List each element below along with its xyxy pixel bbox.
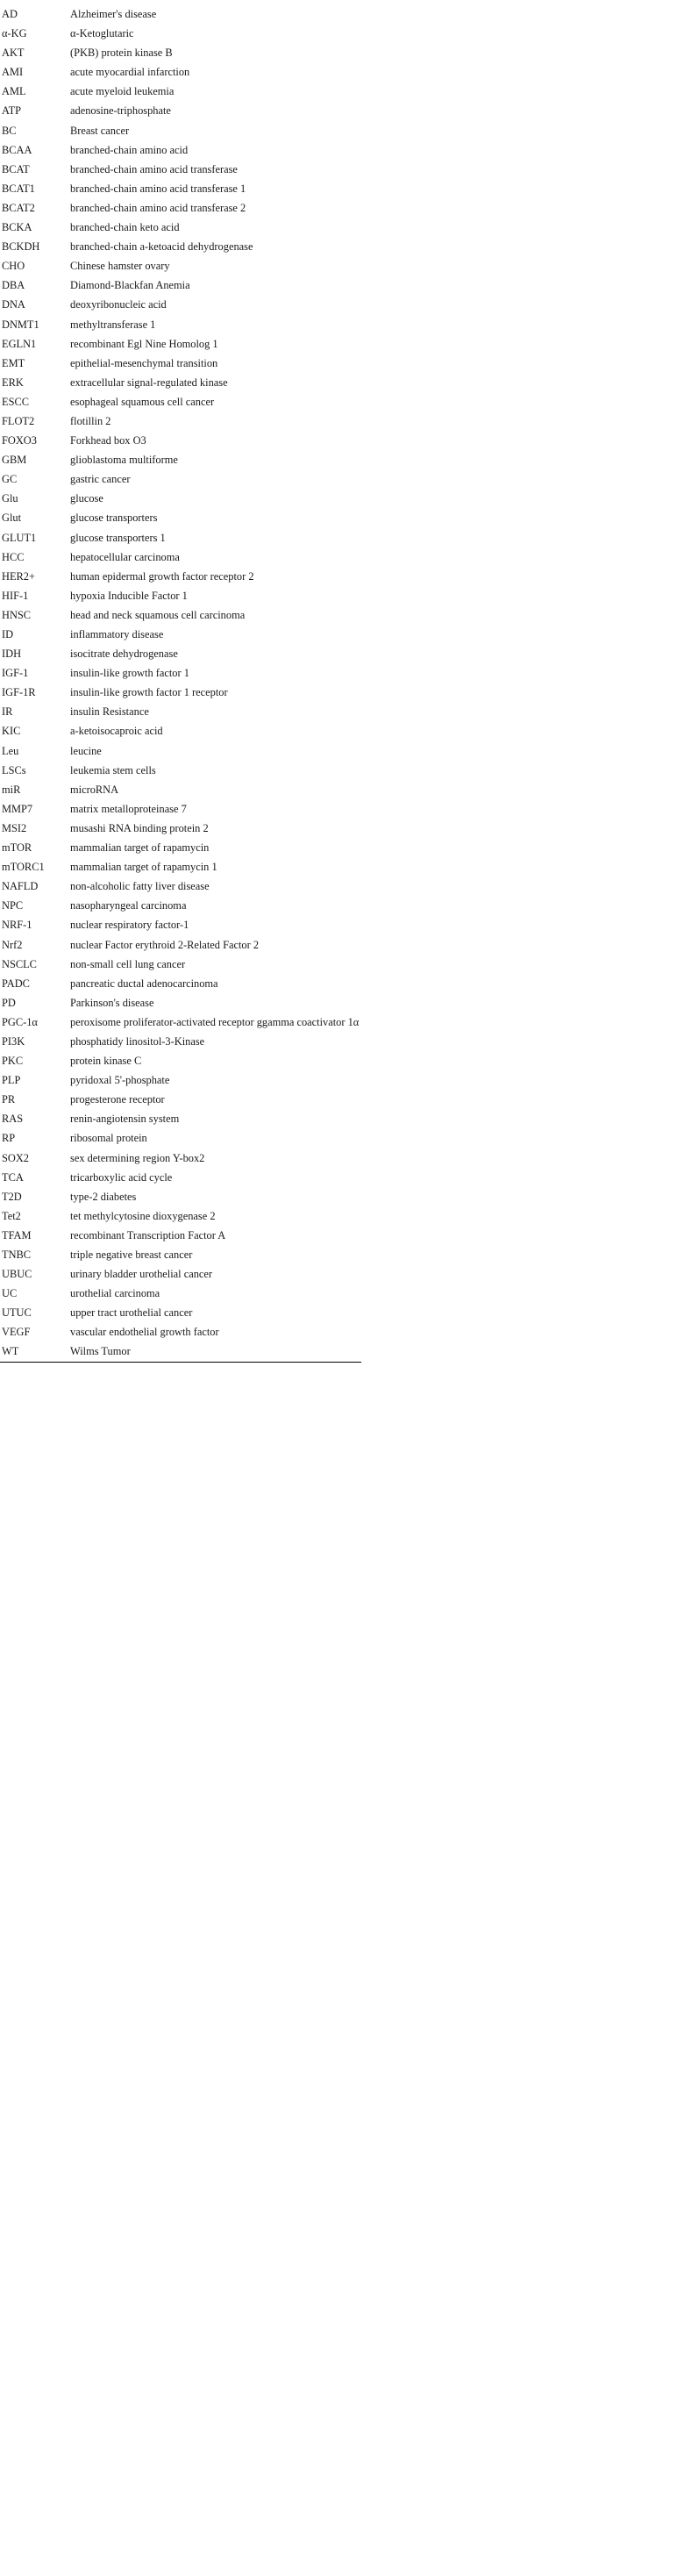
definition-cell: nasopharyngeal carcinoma bbox=[70, 899, 187, 912]
table-row bbox=[0, 315, 361, 334]
definition-cell: sex determining region Y-box2 bbox=[70, 1151, 205, 1164]
definition-cell: extracellular signal-regulated kinase bbox=[70, 376, 228, 389]
table-row bbox=[0, 915, 361, 934]
definition-cell: peroxisome proliferator-activated receptor ggamma coactivator 1α bbox=[70, 1015, 360, 1028]
abbreviation-cell: PD bbox=[2, 996, 16, 1009]
definition-cell: triple negative breast cancer bbox=[70, 1249, 193, 1261]
abbreviation-cell: AKT bbox=[2, 47, 25, 60]
abbreviation-cell: GLUT1 bbox=[2, 531, 37, 544]
table-row bbox=[0, 1342, 361, 1362]
table-row bbox=[0, 354, 361, 373]
abbreviation-cell: NRF-1 bbox=[2, 919, 32, 932]
table-row bbox=[0, 1168, 361, 1187]
abbreviation-cell: AD bbox=[2, 8, 18, 20]
abbreviation-cell: GBM bbox=[2, 454, 27, 467]
definition-cell: glioblastoma multiforme bbox=[70, 454, 178, 467]
abbreviation-cell: IDH bbox=[2, 648, 22, 661]
table-row bbox=[0, 993, 361, 1013]
abbreviation-cell: mTORC1 bbox=[2, 861, 45, 874]
abbreviation-cell: ESCC bbox=[2, 395, 29, 408]
definition-cell: vascular endothelial growth factor bbox=[70, 1326, 219, 1339]
abbreviations-table bbox=[0, 4, 361, 1363]
table-row bbox=[0, 567, 361, 586]
abbreviation-cell: Tet2 bbox=[2, 1209, 21, 1222]
abbreviation-cell: α-KG bbox=[2, 27, 27, 40]
table-row bbox=[0, 955, 361, 974]
table-row bbox=[0, 896, 361, 915]
abbreviation-cell: BCAT2 bbox=[2, 201, 35, 214]
definition-cell: adenosine-triphosphate bbox=[70, 104, 171, 118]
table-row bbox=[0, 857, 361, 877]
abbreviation-cell: SOX2 bbox=[2, 1151, 29, 1164]
abbreviation-cell: MSI2 bbox=[2, 821, 27, 834]
table-row bbox=[0, 741, 361, 761]
abbreviation-cell: BCAA bbox=[2, 143, 32, 156]
abbreviation-cell: IGF-1R bbox=[2, 686, 36, 699]
table-row bbox=[0, 974, 361, 993]
definition-cell: α-Ketoglutaric bbox=[70, 27, 134, 40]
table-row bbox=[0, 411, 361, 431]
abbreviation-cell: TFAM bbox=[2, 1228, 32, 1241]
table-row bbox=[0, 528, 361, 547]
table-row bbox=[0, 935, 361, 955]
abbreviation-cell: RAS bbox=[2, 1113, 24, 1126]
abbreviation-cell: CHO bbox=[2, 260, 25, 273]
table-row bbox=[0, 121, 361, 140]
definition-cell: methyltransferase 1 bbox=[70, 318, 156, 331]
definition-cell: Diamond-Blackfan Anemia bbox=[70, 279, 190, 292]
definition-cell: Wilms Tumor bbox=[70, 1342, 361, 1362]
table-row bbox=[0, 702, 361, 721]
definition-cell: flotillin 2 bbox=[70, 414, 111, 427]
definition-cell: branched-chain amino acid transferase 2 bbox=[70, 201, 246, 214]
definition-cell: mammalian target of rapamycin 1 bbox=[70, 861, 217, 874]
table-row bbox=[0, 663, 361, 683]
definition-cell: isocitrate dehydrogenase bbox=[70, 648, 178, 661]
abbreviation-cell: PADC bbox=[2, 977, 30, 990]
abbreviation-cell: Glut bbox=[2, 512, 22, 525]
table-row bbox=[0, 1013, 361, 1032]
table-row bbox=[0, 721, 361, 741]
abbreviation-cell: HNSC bbox=[2, 608, 32, 621]
abbreviation-cell: HIF-1 bbox=[2, 589, 29, 602]
table-row bbox=[0, 450, 361, 469]
abbreviation-cell: IR bbox=[2, 705, 13, 719]
table-row bbox=[0, 683, 361, 702]
table-row bbox=[0, 586, 361, 605]
definition-cell: type-2 diabetes bbox=[70, 1190, 137, 1203]
definition-cell: progesterone receptor bbox=[70, 1093, 165, 1106]
definition-cell: leucine bbox=[70, 744, 102, 757]
abbreviation-cell: IGF-1 bbox=[2, 667, 29, 680]
table-row bbox=[0, 1226, 361, 1245]
definition-cell: tet methylcytosine dioxygenase 2 bbox=[70, 1209, 216, 1222]
table-row bbox=[0, 547, 361, 567]
abbreviation-cell: EGLN1 bbox=[2, 337, 37, 350]
table-row bbox=[0, 275, 361, 295]
definition-cell: branched-chain keto acid bbox=[70, 221, 180, 234]
abbreviation-cell: RP bbox=[2, 1132, 16, 1145]
table-row bbox=[0, 1070, 361, 1090]
abbreviation-cell: BCKDH bbox=[2, 240, 40, 254]
definition-cell: (PKB) protein kinase B bbox=[70, 47, 173, 60]
definition-cell: protein kinase C bbox=[70, 1055, 142, 1068]
abbreviation-cell: AMI bbox=[2, 66, 24, 79]
abbreviation-cell: UBUC bbox=[2, 1268, 32, 1281]
abbreviation-cell: NPC bbox=[2, 899, 24, 912]
table-row bbox=[0, 1284, 361, 1303]
abbreviation-cell: HCC bbox=[2, 550, 25, 563]
definition-cell: leukemia stem cells bbox=[70, 763, 156, 776]
abbreviation-cell: DBA bbox=[2, 279, 25, 292]
definition-cell: insulin-like growth factor 1 bbox=[70, 667, 189, 680]
definition-cell: urinary bladder urothelial cancer bbox=[70, 1268, 213, 1281]
definition-cell: insulin-like growth factor 1 receptor bbox=[70, 686, 228, 699]
definition-cell: head and neck squamous cell carcinoma bbox=[70, 608, 246, 621]
abbreviation-cell: AML bbox=[2, 85, 26, 98]
abbreviation-cell: KIC bbox=[2, 725, 21, 738]
definition-cell: branched-chain amino acid transferase bbox=[70, 162, 238, 175]
table-row bbox=[0, 489, 361, 508]
table-row bbox=[0, 295, 361, 314]
table-row bbox=[0, 819, 361, 838]
abbreviation-cell: EMT bbox=[2, 356, 25, 369]
table-row bbox=[0, 1051, 361, 1070]
table-row bbox=[0, 1187, 361, 1206]
abbreviations-table-body bbox=[0, 4, 361, 1362]
definition-cell: non-alcoholic fatty liver disease bbox=[70, 880, 210, 893]
table-row bbox=[0, 179, 361, 198]
definition-cell: esophageal squamous cell cancer bbox=[70, 395, 215, 408]
definition-cell: epithelial-mesenchymal transition bbox=[70, 356, 218, 369]
abbreviation-cell: BCAT bbox=[2, 162, 30, 175]
abbreviation-cell: miR bbox=[2, 783, 21, 796]
table-row bbox=[0, 469, 361, 489]
table-row bbox=[0, 4, 361, 24]
abbreviation-cell: VEGF bbox=[2, 1326, 31, 1339]
definition-cell: non-small cell lung cancer bbox=[70, 957, 186, 970]
abbreviation-cell: HER2+ bbox=[2, 569, 35, 583]
table-row bbox=[0, 140, 361, 160]
definition-cell: recombinant Egl Nine Homolog 1 bbox=[70, 337, 218, 350]
abbreviation-cell: UTUC bbox=[2, 1306, 32, 1320]
abbreviation-cell: TNBC bbox=[2, 1249, 32, 1261]
definition-cell: gastric cancer bbox=[70, 473, 131, 486]
definition-cell: glucose bbox=[70, 492, 103, 505]
definition-cell: upper tract urothelial cancer bbox=[70, 1306, 193, 1320]
abbreviation-cell: DNA bbox=[2, 298, 25, 311]
table-row bbox=[0, 1032, 361, 1051]
definition-cell: insulin Resistance bbox=[70, 705, 149, 719]
abbreviation-cell: ERK bbox=[2, 376, 24, 389]
abbreviation-cell: PR bbox=[2, 1093, 16, 1106]
definition-cell: branched-chain amino acid bbox=[70, 143, 189, 156]
abbreviation-cell: BCKA bbox=[2, 221, 32, 234]
definition-cell: hepatocellular carcinoma bbox=[70, 550, 180, 563]
abbreviation-cell: TCA bbox=[2, 1170, 24, 1184]
definition-cell: pancreatic ductal adenocarcinoma bbox=[70, 977, 218, 990]
table-row bbox=[0, 198, 361, 218]
definition-cell: nuclear Factor erythroid 2-Related Factor 2 bbox=[70, 938, 260, 951]
abbreviation-cell: DNMT1 bbox=[2, 318, 39, 331]
abbreviation-cell: PLP bbox=[2, 1074, 21, 1087]
abbreviation-cell: PI3K bbox=[2, 1034, 25, 1048]
abbreviation-cell: T2D bbox=[2, 1190, 22, 1203]
definition-cell: deoxyribonucleic acid bbox=[70, 298, 167, 311]
definition-cell: ribosomal protein bbox=[70, 1132, 147, 1145]
table-row bbox=[0, 508, 361, 527]
abbreviation-cell: BCAT1 bbox=[2, 182, 35, 195]
definition-cell: human epidermal growth factor receptor 2 bbox=[70, 569, 254, 583]
table-row bbox=[0, 237, 361, 256]
table-row bbox=[0, 62, 361, 82]
definition-cell: musashi RNA binding protein 2 bbox=[70, 821, 209, 834]
table-row bbox=[0, 82, 361, 101]
definition-cell: a-ketoisocaproic acid bbox=[70, 725, 163, 738]
definition-cell: Forkhead box O3 bbox=[70, 434, 146, 447]
table-row bbox=[0, 625, 361, 644]
table-row bbox=[0, 1303, 361, 1322]
definition-cell: matrix metalloproteinase 7 bbox=[70, 802, 187, 815]
table-row bbox=[0, 160, 361, 179]
definition-cell: hypoxia Inducible Factor 1 bbox=[70, 589, 188, 602]
table-row bbox=[0, 392, 361, 411]
table-row bbox=[0, 43, 361, 62]
table-row bbox=[0, 218, 361, 237]
table-row bbox=[0, 644, 361, 663]
abbreviation-cell: MMP7 bbox=[2, 802, 33, 815]
abbreviation-cell: Glu bbox=[2, 492, 18, 505]
definition-cell: phosphatidy linositol-3-Kinase bbox=[70, 1034, 205, 1048]
abbreviation-cell: FOXO3 bbox=[2, 434, 37, 447]
definition-cell: branched-chain amino acid transferase 1 bbox=[70, 182, 246, 195]
definition-cell: inflammatory disease bbox=[70, 628, 164, 640]
definition-cell: pyridoxal 5'-phosphate bbox=[70, 1074, 170, 1087]
definition-cell: glucose transporters 1 bbox=[70, 531, 166, 544]
table-row bbox=[0, 877, 361, 896]
abbreviation-cell: mTOR bbox=[2, 841, 32, 855]
abbreviation-cell: NAFLD bbox=[2, 880, 39, 893]
abbreviation-cell: UC bbox=[2, 1287, 18, 1300]
table-row bbox=[0, 1109, 361, 1128]
table-row bbox=[0, 334, 361, 354]
definition-cell: mammalian target of rapamycin bbox=[70, 841, 210, 855]
abbreviation-cell: Leu bbox=[2, 744, 19, 757]
abbreviation-cell: BC bbox=[2, 124, 17, 137]
abbreviation-cell: GC bbox=[2, 473, 18, 486]
abbreviation-cell: PKC bbox=[2, 1055, 24, 1068]
abbreviation-cell: FLOT2 bbox=[2, 414, 35, 427]
abbreviation-cell: ATP bbox=[2, 104, 22, 118]
abbreviation-cell: Nrf2 bbox=[2, 938, 23, 951]
abbreviation-cell: PGC-1α bbox=[2, 1015, 38, 1028]
table-row bbox=[0, 1148, 361, 1168]
table-row bbox=[0, 1264, 361, 1284]
table-row bbox=[0, 761, 361, 780]
definition-cell: acute myocardial infarction bbox=[70, 66, 190, 79]
abbreviation-cell: NSCLC bbox=[2, 957, 37, 970]
abbreviation-cell: LSCs bbox=[2, 763, 26, 776]
table-row bbox=[0, 24, 361, 43]
table-row bbox=[0, 605, 361, 625]
definition-cell: glucose transporters bbox=[70, 512, 158, 525]
definition-cell: Parkinson's disease bbox=[70, 996, 154, 1009]
abbreviation-cell: ID bbox=[2, 628, 14, 640]
table-row bbox=[0, 1090, 361, 1109]
definition-cell: nuclear respiratory factor-1 bbox=[70, 919, 189, 932]
abbreviation-cell: WT bbox=[0, 1342, 70, 1362]
table-row bbox=[0, 799, 361, 819]
definition-cell: branched-chain a-ketoacid dehydrogenase bbox=[70, 240, 253, 254]
table-row bbox=[0, 373, 361, 392]
definition-cell: Alzheimer's disease bbox=[70, 8, 157, 20]
definition-cell: urothelial carcinoma bbox=[70, 1287, 160, 1300]
definition-cell: microRNA bbox=[70, 783, 119, 796]
definition-cell: Chinese hamster ovary bbox=[70, 260, 170, 273]
table-row bbox=[0, 431, 361, 450]
table-row bbox=[0, 1128, 361, 1148]
table-row bbox=[0, 780, 361, 799]
table-row bbox=[0, 838, 361, 857]
definition-cell: acute myeloid leukemia bbox=[70, 85, 175, 98]
table-row bbox=[0, 256, 361, 275]
table-row bbox=[0, 101, 361, 120]
definition-cell: tricarboxylic acid cycle bbox=[70, 1170, 173, 1184]
table-row bbox=[0, 1245, 361, 1264]
table-row bbox=[0, 1322, 361, 1342]
table-row bbox=[0, 1206, 361, 1226]
definition-cell: renin-angiotensin system bbox=[70, 1113, 180, 1126]
definition-cell: Breast cancer bbox=[70, 124, 130, 137]
definition-cell: recombinant Transcription Factor A bbox=[70, 1228, 226, 1241]
